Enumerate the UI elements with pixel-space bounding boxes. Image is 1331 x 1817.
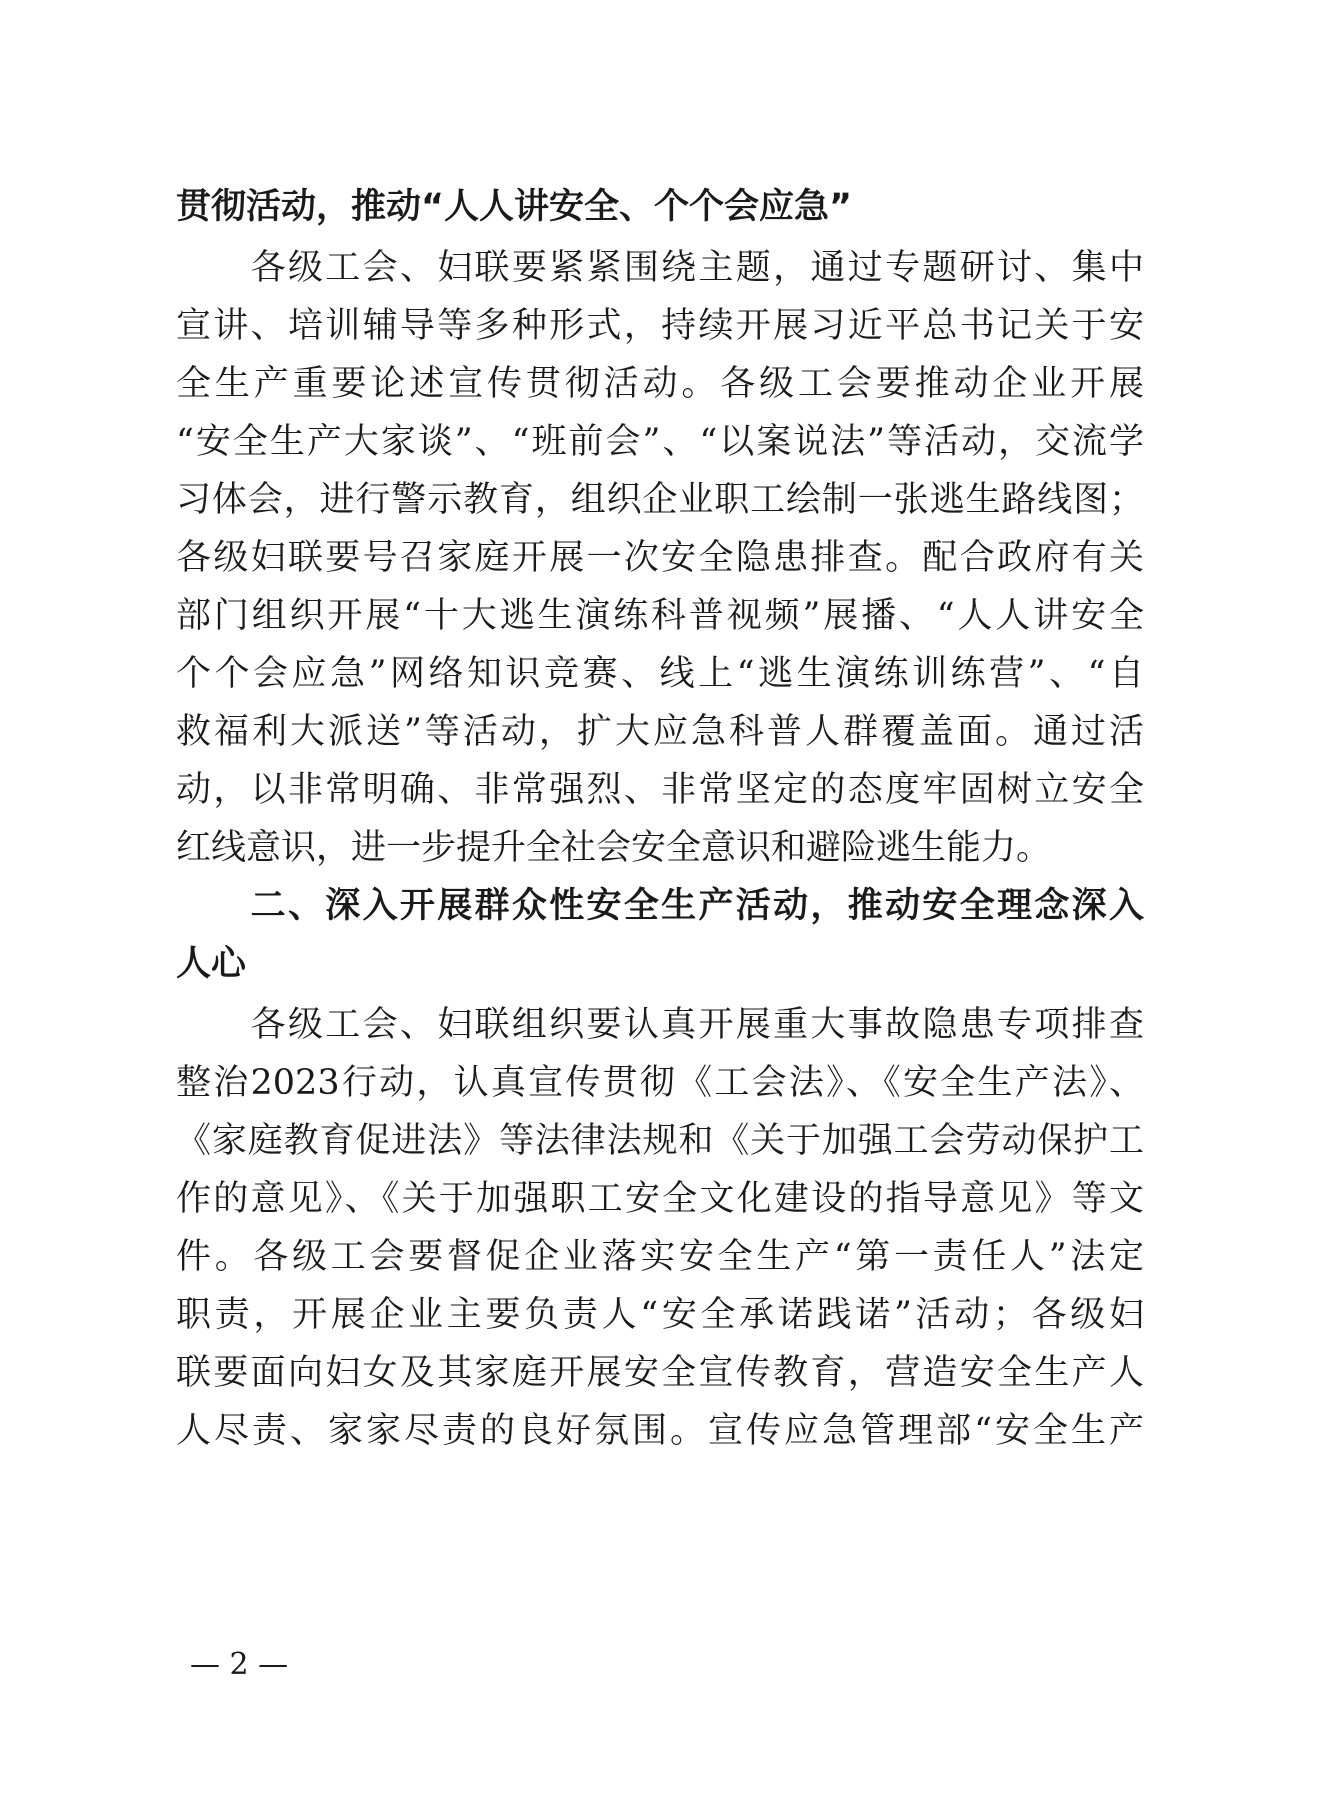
paragraph-line: 作的意见》、《关于加强职工安全文化建设的指导意见》等文	[176, 1179, 1144, 1219]
paragraph-line: 联要面向妇女及其家庭开展安全宣传教育，营造安全生产人	[176, 1353, 1144, 1393]
paragraph-line: “安全生产大家谈”、“班前会”、“以案说法”等活动，交流学	[176, 422, 1144, 462]
section-heading-2: 二、深入开展群众性安全生产活动，推动安全理念深入	[176, 886, 1144, 926]
paragraph-line: 动，以非常明确、非常强烈、非常坚定的态度牢固树立安全	[176, 770, 1144, 810]
page-number: — 2 —	[190, 1647, 289, 1682]
paragraph-line: 各级工会、妇联组织要认真开展重大事故隐患专项排查	[176, 1005, 1144, 1045]
paragraph-line: 宣讲、培训辅导等多种形式，持续开展习近平总书记关于安	[176, 306, 1144, 346]
paragraph-line: 《家庭教育促进法》等法律法规和《关于加强工会劳动保护工	[176, 1121, 1144, 1161]
paragraph-line: 职责，开展企业主要负责人“安全承诺践诺”活动；各级妇	[176, 1295, 1144, 1335]
paragraph-line: 全生产重要论述宣传贯彻活动。各级工会要推动企业开展	[176, 364, 1144, 404]
section-heading-continuation: 贯彻活动，推动“人人讲安全、个个会应急”	[176, 187, 853, 227]
paragraph-line: 各级工会、妇联要紧紧围绕主题，通过专题研讨、集中	[176, 248, 1144, 288]
paragraph-line: 个个会应急”网络知识竞赛、线上“逃生演练训练营”、“自	[176, 654, 1144, 694]
section-heading-2-continuation: 人心	[176, 944, 247, 984]
paragraph-line: 红线意识，进一步提升全社会安全意识和避险逃生能力。	[176, 828, 1052, 868]
paragraph-line: 整治2023行动，认真宣传贯彻《工会法》、《安全生产法》、	[176, 1063, 1144, 1103]
paragraph-line: 人尽责、家家尽责的良好氛围。宣传应急管理部“安全生产	[176, 1411, 1144, 1451]
paragraph-line: 各级妇联要号召家庭开展一次安全隐患排查。配合政府有关	[176, 538, 1144, 578]
paragraph-line: 部门组织开展“十大逃生演练科普视频”展播、“人人讲安全	[176, 596, 1144, 636]
paragraph-line: 救福利大派送”等活动，扩大应急科普人群覆盖面。通过活	[176, 712, 1144, 752]
paragraph-line: 习体会，进行警示教育，组织企业职工绘制一张逃生路线图；	[176, 480, 1144, 520]
paragraph-line: 件。各级工会要督促企业落实安全生产“第一责任人”法定	[176, 1237, 1144, 1277]
